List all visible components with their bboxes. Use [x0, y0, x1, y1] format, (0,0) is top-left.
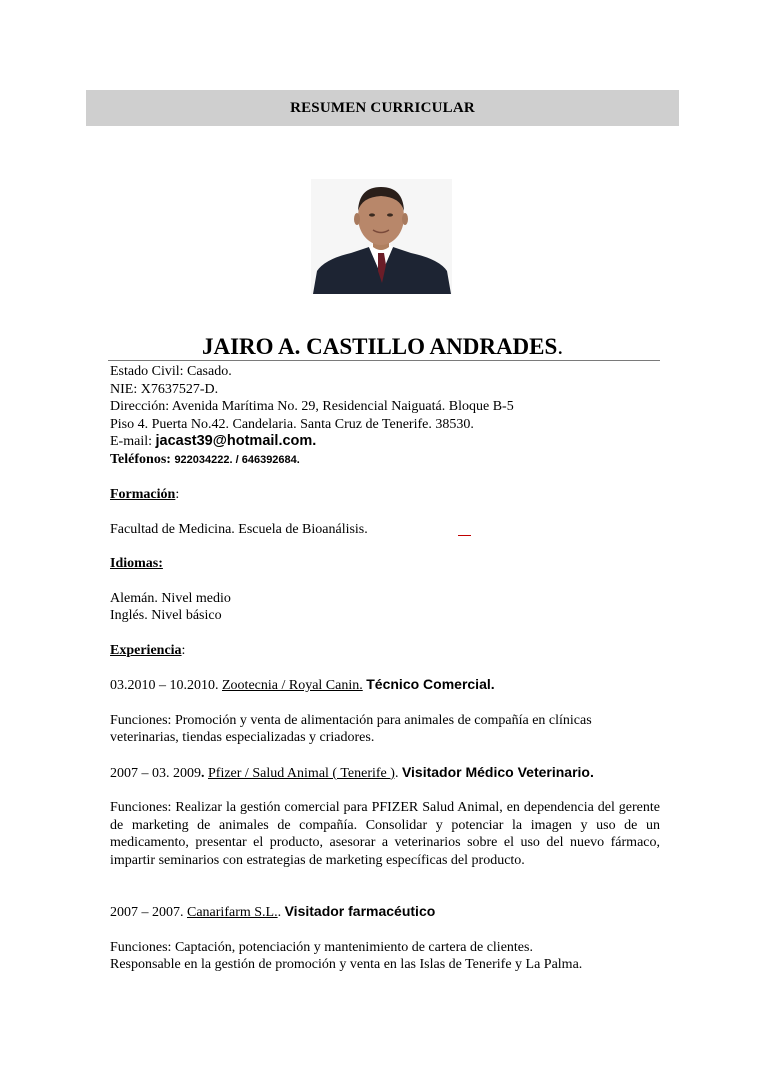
- candidate-name: JAIRO A. CASTILLO ANDRADES.: [202, 334, 564, 359]
- job-3-functions-line-1: Funciones: Captación, potenciación y mantenimiento de cartera de clientes.: [110, 939, 533, 955]
- address-line-2: Piso 4. Puerta No.42. Candelaria. Santa Cruz de Tenerife. 38530.: [110, 416, 474, 432]
- phones-line: Teléfonos: 922034222. / 646392684.: [110, 451, 300, 467]
- job-1-title: 03.2010 – 10.2010. Zootecnia / Royal Canin. Técnico Comercial.: [110, 676, 495, 693]
- job-3-functions-line-2: Responsable en la gestión de promoción y venta en las Islas de Tenerife y La Palma.: [110, 957, 583, 972]
- red-underline-mark: [458, 535, 471, 536]
- civil-state: Estado Civil: Casado.: [110, 364, 232, 379]
- email-line: E-mail: jacast39@hotmail.com.: [110, 433, 317, 449]
- nie-number: NIE: X7637527-D.: [110, 381, 219, 397]
- cv-content: [110, 363, 660, 974]
- formacion-item: Facultad de Medicina. Escuela de Bioanálisis.: [110, 521, 660, 539]
- profile-photo: [311, 179, 452, 294]
- job-3-title: 2007 – 2007. Canarifarm S.L.. Visitador farmacéutico: [110, 903, 436, 920]
- job-2-functions: Funciones: Realizar la gestión comercial para PFIZER Salud Animal, en dependencia del gerente de marketing de animales de compañía. Consolidar y potenciar la imagen y uso de un medicamento, presentar el producto, asesorar a veterinarios sobre el uso del nuevo fármaco, impartir seminarios con estrategias de marketing específicas del producto.: [110, 800, 660, 868]
- name-divider: [108, 360, 660, 361]
- document-title: RESUMEN CURRICULAR: [290, 99, 475, 116]
- idiomas-heading: Idiomas:: [110, 556, 163, 571]
- email-value: jacast39@hotmail.com.: [155, 433, 317, 449]
- phones-value: 922034222. / 646392684.: [174, 453, 300, 466]
- profile-photo-image: [311, 179, 452, 294]
- formacion-heading: Formación:: [110, 487, 180, 502]
- address-line-1: Dirección: Avenida Marítima No. 29, Residencial Naiguatá. Bloque B-5: [110, 399, 514, 414]
- idioma-item: Inglés. Nivel básico: [110, 608, 222, 623]
- idioma-item: Alemán. Nivel medio: [110, 590, 231, 606]
- experiencia-heading: Experiencia:: [110, 642, 186, 658]
- job-1-functions: Funciones: Promoción y venta de alimentación para animales de compañía en clínicas veterinarias, tiendas especializadas y criadores.: [110, 712, 592, 745]
- title-bar: [86, 90, 679, 126]
- job-2-title: 2007 – 03. 2009. Pfizer / Salud Animal ( Tenerife ). Visitador Médico Veterinario.: [110, 763, 594, 781]
